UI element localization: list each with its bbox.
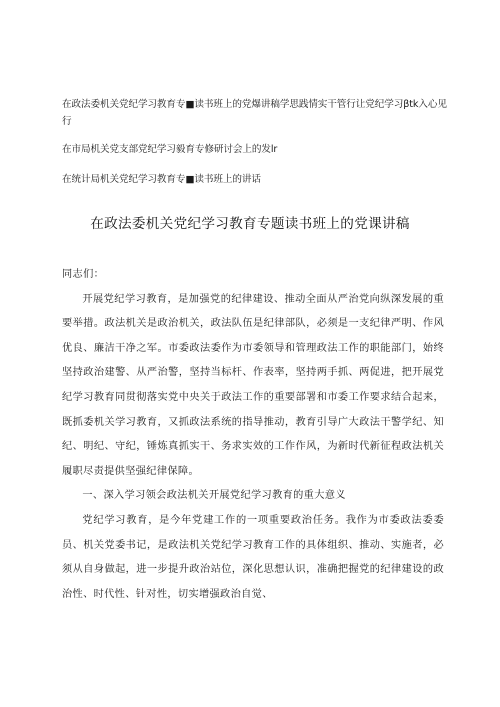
document-body [62, 263, 444, 607]
body-paragraph: 开展党纪学习教育，是加强党的纪律建设、推动全面从严治党向纵深发展的重要举措。政法机关是政治机关，政法队伍是纪律部队，必须是一支纪律严明、作风优良、廉洁干净之军。市委政法委作为市委领导和管理政法工作的职能部门，始终坚持政治建警、从严治警，坚持当标杆、作表率，坚持两手抓、两促进，把开展党纪学习教育同贯彻落实党中央关于政法工作的重要部署和市委工作要求结合起来，既抓委机关学习教育，又抓政法系统的指导推动，教育引导广大政法干警学纪、知纪、明纪、守纪，锤炼真抓实干、务求实效的工作作风，为新时代新征程政法机关履职尽责提供坚强纪律保障。 [62, 293, 444, 477]
body-paragraph: 党纪学习教育，是今年党建工作的一项重要政治任务。我作为市委政法委委员、机关党委书记，是政法机关党纪学习教育工作的具体组织、推动、实施者，必须从自身做起，进一步提升政治站位，深化思想认识，准确把握党的纪律建设的政治性、时代性、针对性，切实增强政治自觉、 [62, 514, 444, 600]
salutation: 同志们： [62, 269, 105, 280]
related-document-link-1[interactable]: 在政法委机关党纪学习教育专■读书班上的党爆讲稿学思践情实干管行让党纪学习βtk入心见行 [62, 99, 447, 127]
document-title: 在政法委机关党纪学习教育专题读书班上的党课讲稿 [90, 216, 410, 232]
section-heading: 一、深入学习领会政法机关开展党纪学习教育的重大意义 [82, 490, 346, 502]
related-document-link-2[interactable]: 在市局机关党支部党纪学习毅育专修研讨会上的发lr [62, 144, 278, 155]
related-documents-list [62, 96, 447, 188]
related-document-link-3[interactable]: 在统计局机关党纪学习教育专■读书班上的讲话 [62, 174, 261, 185]
